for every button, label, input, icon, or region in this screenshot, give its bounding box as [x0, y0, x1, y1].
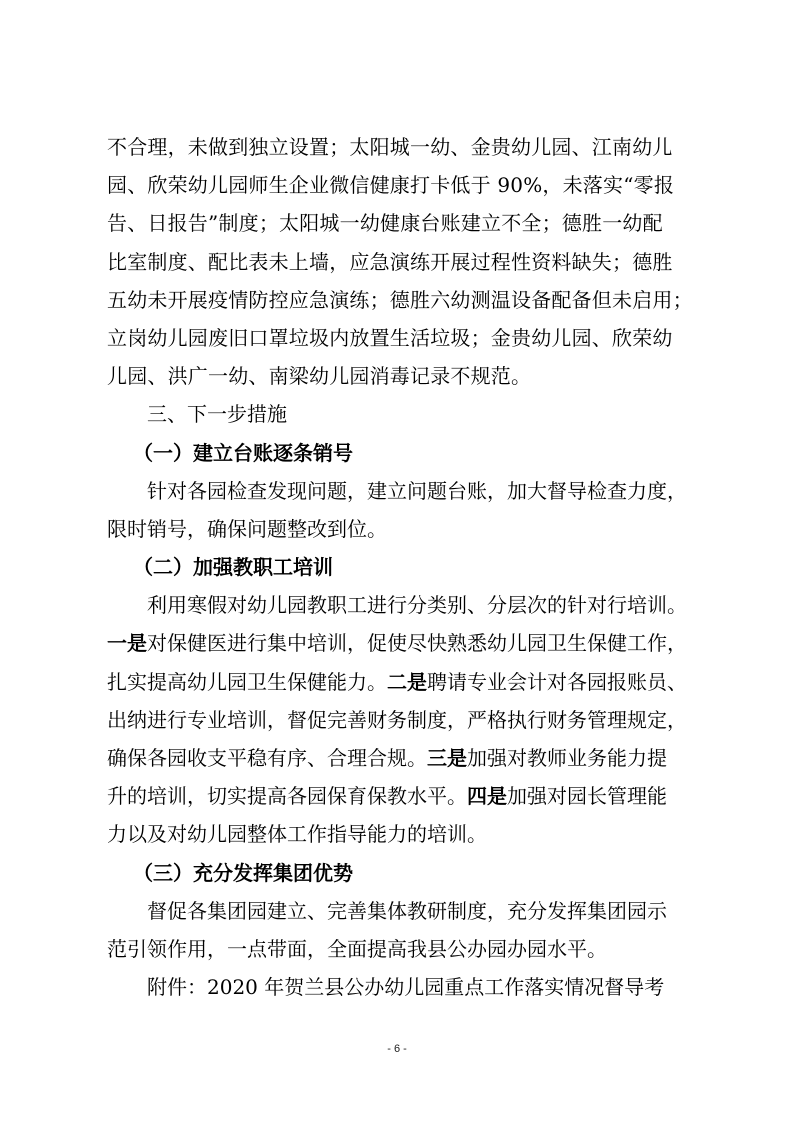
text-run: 升的培训，切实提高各园保育保教水平。 [107, 784, 467, 809]
paragraph-line: 限时销号，确保问题整改到位。 [107, 516, 387, 541]
paragraph-line: 告、日报告”制度；太阳城一幼健康台账建立不全；德胜一幼配 [107, 211, 663, 236]
text-run: 确保各园收支平稳有序、合理合规。 [107, 746, 427, 770]
subsection-heading: （一）建立台账逐条销号 [133, 440, 353, 465]
text-run: 对保健医进行集中培训，促使尽快熟悉幼儿园卫生保健工作， [147, 631, 687, 656]
attachment-line: 附件：2020 年贺兰县公办幼儿园重点工作落实情况督导考 [147, 975, 665, 1000]
keyword-fourth: 四是 [467, 784, 507, 809]
subsection-heading: （二）加强教职工培训 [133, 555, 333, 580]
text-run: 聘请专业会计对各园报账员、 [427, 669, 687, 694]
text-run: 加强对园长管理能 [507, 784, 667, 809]
paragraph-line [107, 777, 707, 815]
paragraph-line [107, 739, 707, 777]
paragraph-line [107, 663, 707, 701]
paragraph-line: 不合理，未做到独立设置；太阳城一幼、金贵幼儿园、江南幼儿 [107, 135, 673, 159]
paragraph-line: 立岗幼儿园废旧口罩垃圾内放置生活垃圾；金贵幼儿园、欣荣幼 [107, 325, 673, 350]
document-body [107, 128, 707, 1006]
text-run: 加强对教师业务能力提 [467, 746, 667, 770]
keyword-first: 一是 [107, 631, 147, 656]
paragraph-line: 园、欣荣幼儿园师生企业微信健康打卡低于 90%，未落实“零报 [107, 173, 675, 198]
page-number: - 6 - [387, 1043, 407, 1055]
section-heading: 三、下一步措施 [147, 402, 287, 427]
paragraph-line: 针对各园检查发现问题，建立问题台账，加大督导检查力度， [147, 478, 687, 503]
paragraph-line: 出纳进行专业培训，督促完善财务制度，严格执行财务管理规定， [107, 707, 687, 732]
paragraph-line: 力以及对幼儿园整体工作指导能力的培训。 [107, 822, 487, 847]
keyword-second: 二是 [387, 669, 427, 694]
paragraph-line: 范引领作用，一点带面，全面提高我县公办园办园水平。 [107, 936, 607, 961]
paragraph-line: 比室制度、配比表未上墙，应急演练开展过程性资料缺失；德胜 [107, 249, 673, 274]
subsection-heading: （三）充分发挥集团优势 [133, 860, 353, 885]
paragraph-line: 利用寒假对幼儿园教职工进行分类别、分层次的针对行培训。 [147, 593, 687, 618]
paragraph-line: 督促各集团园建立、完善集体教研制度，充分发挥集团园示 [147, 898, 667, 923]
paragraph-line [107, 624, 707, 662]
paragraph-line: 儿园、洪广一幼、南梁幼儿园消毒记录不规范。 [107, 364, 532, 389]
text-run: 扎实提高幼儿园卫生保健能力。 [107, 669, 387, 694]
keyword-third: 三是 [427, 746, 467, 770]
paragraph-line: 五幼未开展疫情防控应急演练；德胜六幼测温设备配备但未启用； [107, 287, 693, 312]
